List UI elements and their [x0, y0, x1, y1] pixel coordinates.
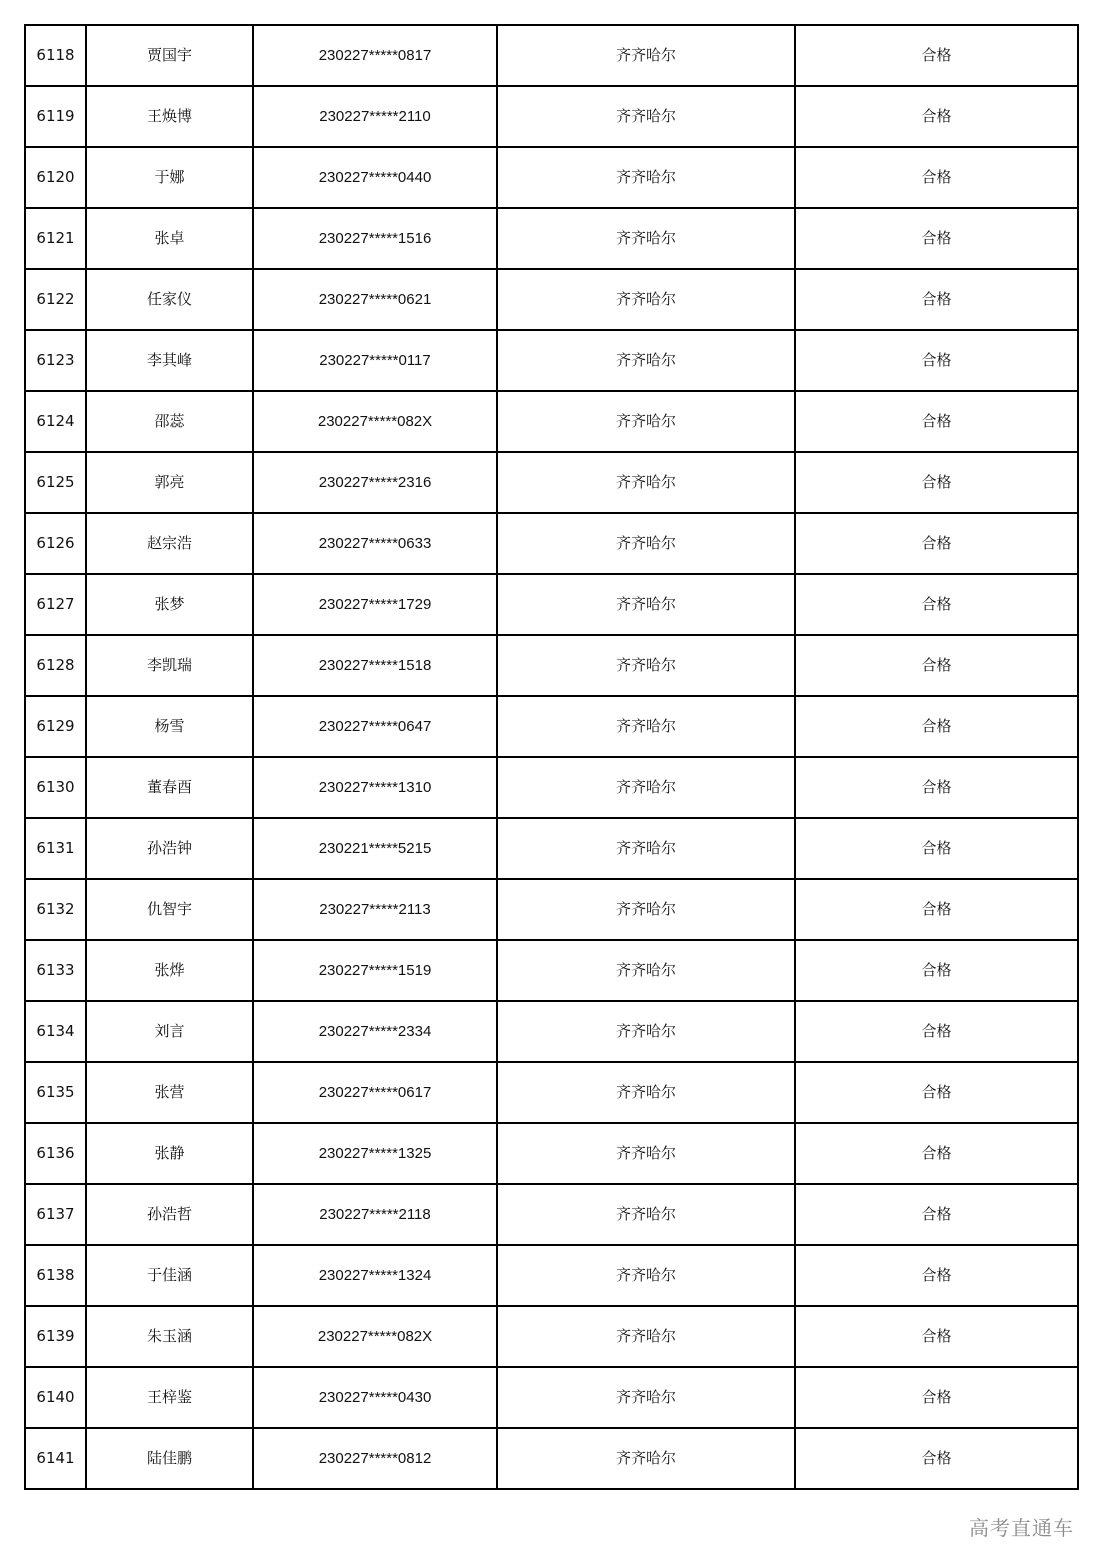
row-number-cell: 6130 — [25, 757, 86, 818]
city-cell: 齐齐哈尔 — [497, 635, 795, 696]
city-cell: 齐齐哈尔 — [497, 208, 795, 269]
result-cell: 合格 — [795, 940, 1078, 1001]
table-row — [25, 452, 1078, 513]
city-cell: 齐齐哈尔 — [497, 269, 795, 330]
city-cell: 齐齐哈尔 — [497, 452, 795, 513]
id-number-cell: 230227*****2118 — [253, 1184, 497, 1245]
name-cell: 董春酉 — [86, 757, 253, 818]
name-cell: 于佳涵 — [86, 1245, 253, 1306]
id-number-cell: 230227*****1324 — [253, 1245, 497, 1306]
id-number-cell: 230227*****2113 — [253, 879, 497, 940]
name-cell: 刘言 — [86, 1001, 253, 1062]
city-cell: 齐齐哈尔 — [497, 330, 795, 391]
row-number-cell: 6119 — [25, 86, 86, 147]
result-cell: 合格 — [795, 757, 1078, 818]
city-cell: 齐齐哈尔 — [497, 1306, 795, 1367]
table-row — [25, 574, 1078, 635]
id-number-cell: 230227*****1325 — [253, 1123, 497, 1184]
table-row — [25, 1001, 1078, 1062]
id-number-cell: 230227*****082X — [253, 391, 497, 452]
row-number-cell: 6131 — [25, 818, 86, 879]
table-row — [25, 696, 1078, 757]
name-cell: 李凯瑞 — [86, 635, 253, 696]
table-row — [25, 513, 1078, 574]
watermark-text: 高考直通车 — [969, 1516, 1074, 1540]
city-cell: 齐齐哈尔 — [497, 1184, 795, 1245]
row-number-cell: 6120 — [25, 147, 86, 208]
name-cell: 李其峰 — [86, 330, 253, 391]
name-cell: 张烨 — [86, 940, 253, 1001]
table-row — [25, 818, 1078, 879]
row-number-cell: 6138 — [25, 1245, 86, 1306]
id-number-cell: 230227*****1516 — [253, 208, 497, 269]
result-cell: 合格 — [795, 1123, 1078, 1184]
table-row — [25, 1062, 1078, 1123]
row-number-cell: 6141 — [25, 1428, 86, 1489]
row-number-cell: 6121 — [25, 208, 86, 269]
id-number-cell: 230227*****2316 — [253, 452, 497, 513]
result-cell: 合格 — [795, 1428, 1078, 1489]
city-cell: 齐齐哈尔 — [497, 1367, 795, 1428]
table-row — [25, 940, 1078, 1001]
id-number-cell: 230227*****2110 — [253, 86, 497, 147]
city-cell: 齐齐哈尔 — [497, 818, 795, 879]
result-cell: 合格 — [795, 1306, 1078, 1367]
city-cell: 齐齐哈尔 — [497, 1062, 795, 1123]
name-cell: 张静 — [86, 1123, 253, 1184]
name-cell: 孙浩哲 — [86, 1184, 253, 1245]
name-cell: 于娜 — [86, 147, 253, 208]
table-row — [25, 330, 1078, 391]
city-cell: 齐齐哈尔 — [497, 391, 795, 452]
result-cell: 合格 — [795, 86, 1078, 147]
city-cell: 齐齐哈尔 — [497, 147, 795, 208]
result-cell: 合格 — [795, 1001, 1078, 1062]
result-cell: 合格 — [795, 391, 1078, 452]
table-row — [25, 1245, 1078, 1306]
id-number-cell: 230227*****2334 — [253, 1001, 497, 1062]
table-row — [25, 757, 1078, 818]
name-cell: 仇智宇 — [86, 879, 253, 940]
city-cell: 齐齐哈尔 — [497, 696, 795, 757]
name-cell: 张梦 — [86, 574, 253, 635]
table-row — [25, 1367, 1078, 1428]
id-number-cell: 230227*****0812 — [253, 1428, 497, 1489]
result-cell: 合格 — [795, 452, 1078, 513]
name-cell: 孙浩钟 — [86, 818, 253, 879]
result-cell: 合格 — [795, 696, 1078, 757]
results-table — [24, 24, 1079, 1490]
row-number-cell: 6125 — [25, 452, 86, 513]
city-cell: 齐齐哈尔 — [497, 940, 795, 1001]
name-cell: 赵宗浩 — [86, 513, 253, 574]
id-number-cell: 230221*****5215 — [253, 818, 497, 879]
table-row — [25, 208, 1078, 269]
results-table-body — [25, 25, 1078, 1489]
result-cell: 合格 — [795, 635, 1078, 696]
row-number-cell: 6118 — [25, 25, 86, 86]
id-number-cell: 230227*****0633 — [253, 513, 497, 574]
table-row — [25, 25, 1078, 86]
name-cell: 贾国宇 — [86, 25, 253, 86]
city-cell: 齐齐哈尔 — [497, 1245, 795, 1306]
row-number-cell: 6132 — [25, 879, 86, 940]
row-number-cell: 6127 — [25, 574, 86, 635]
city-cell: 齐齐哈尔 — [497, 574, 795, 635]
name-cell: 张营 — [86, 1062, 253, 1123]
id-number-cell: 230227*****1518 — [253, 635, 497, 696]
city-cell: 齐齐哈尔 — [497, 879, 795, 940]
id-number-cell: 230227*****0621 — [253, 269, 497, 330]
result-cell: 合格 — [795, 269, 1078, 330]
row-number-cell: 6135 — [25, 1062, 86, 1123]
row-number-cell: 6134 — [25, 1001, 86, 1062]
city-cell: 齐齐哈尔 — [497, 25, 795, 86]
result-cell: 合格 — [795, 1245, 1078, 1306]
id-number-cell: 230227*****1519 — [253, 940, 497, 1001]
result-cell: 合格 — [795, 879, 1078, 940]
row-number-cell: 6137 — [25, 1184, 86, 1245]
city-cell: 齐齐哈尔 — [497, 513, 795, 574]
id-number-cell: 230227*****1310 — [253, 757, 497, 818]
city-cell: 齐齐哈尔 — [497, 1428, 795, 1489]
result-cell: 合格 — [795, 25, 1078, 86]
name-cell: 任家仪 — [86, 269, 253, 330]
document-page — [24, 24, 1077, 1490]
result-cell: 合格 — [795, 208, 1078, 269]
id-number-cell: 230227*****0440 — [253, 147, 497, 208]
result-cell: 合格 — [795, 1367, 1078, 1428]
id-number-cell: 230227*****0117 — [253, 330, 497, 391]
table-row — [25, 879, 1078, 940]
city-cell: 齐齐哈尔 — [497, 757, 795, 818]
id-number-cell: 230227*****0430 — [253, 1367, 497, 1428]
table-row — [25, 391, 1078, 452]
row-number-cell: 6140 — [25, 1367, 86, 1428]
result-cell: 合格 — [795, 818, 1078, 879]
id-number-cell: 230227*****082X — [253, 1306, 497, 1367]
table-row — [25, 1123, 1078, 1184]
table-row — [25, 269, 1078, 330]
row-number-cell: 6128 — [25, 635, 86, 696]
name-cell: 朱玉涵 — [86, 1306, 253, 1367]
id-number-cell: 230227*****0647 — [253, 696, 497, 757]
id-number-cell: 230227*****0817 — [253, 25, 497, 86]
name-cell: 邵蕊 — [86, 391, 253, 452]
id-number-cell: 230227*****0617 — [253, 1062, 497, 1123]
row-number-cell: 6123 — [25, 330, 86, 391]
table-row — [25, 86, 1078, 147]
result-cell: 合格 — [795, 574, 1078, 635]
table-row — [25, 1306, 1078, 1367]
name-cell: 张卓 — [86, 208, 253, 269]
name-cell: 郭亮 — [86, 452, 253, 513]
row-number-cell: 6139 — [25, 1306, 86, 1367]
row-number-cell: 6136 — [25, 1123, 86, 1184]
id-number-cell: 230227*****1729 — [253, 574, 497, 635]
result-cell: 合格 — [795, 513, 1078, 574]
name-cell: 杨雪 — [86, 696, 253, 757]
row-number-cell: 6129 — [25, 696, 86, 757]
city-cell: 齐齐哈尔 — [497, 1001, 795, 1062]
city-cell: 齐齐哈尔 — [497, 1123, 795, 1184]
result-cell: 合格 — [795, 1184, 1078, 1245]
result-cell: 合格 — [795, 147, 1078, 208]
row-number-cell: 6122 — [25, 269, 86, 330]
result-cell: 合格 — [795, 1062, 1078, 1123]
name-cell: 陆佳鹏 — [86, 1428, 253, 1489]
name-cell: 王焕博 — [86, 86, 253, 147]
row-number-cell: 6126 — [25, 513, 86, 574]
table-row — [25, 147, 1078, 208]
city-cell: 齐齐哈尔 — [497, 86, 795, 147]
name-cell: 王梓鉴 — [86, 1367, 253, 1428]
result-cell: 合格 — [795, 330, 1078, 391]
row-number-cell: 6133 — [25, 940, 86, 1001]
table-row — [25, 1428, 1078, 1489]
table-row — [25, 1184, 1078, 1245]
row-number-cell: 6124 — [25, 391, 86, 452]
table-row — [25, 635, 1078, 696]
